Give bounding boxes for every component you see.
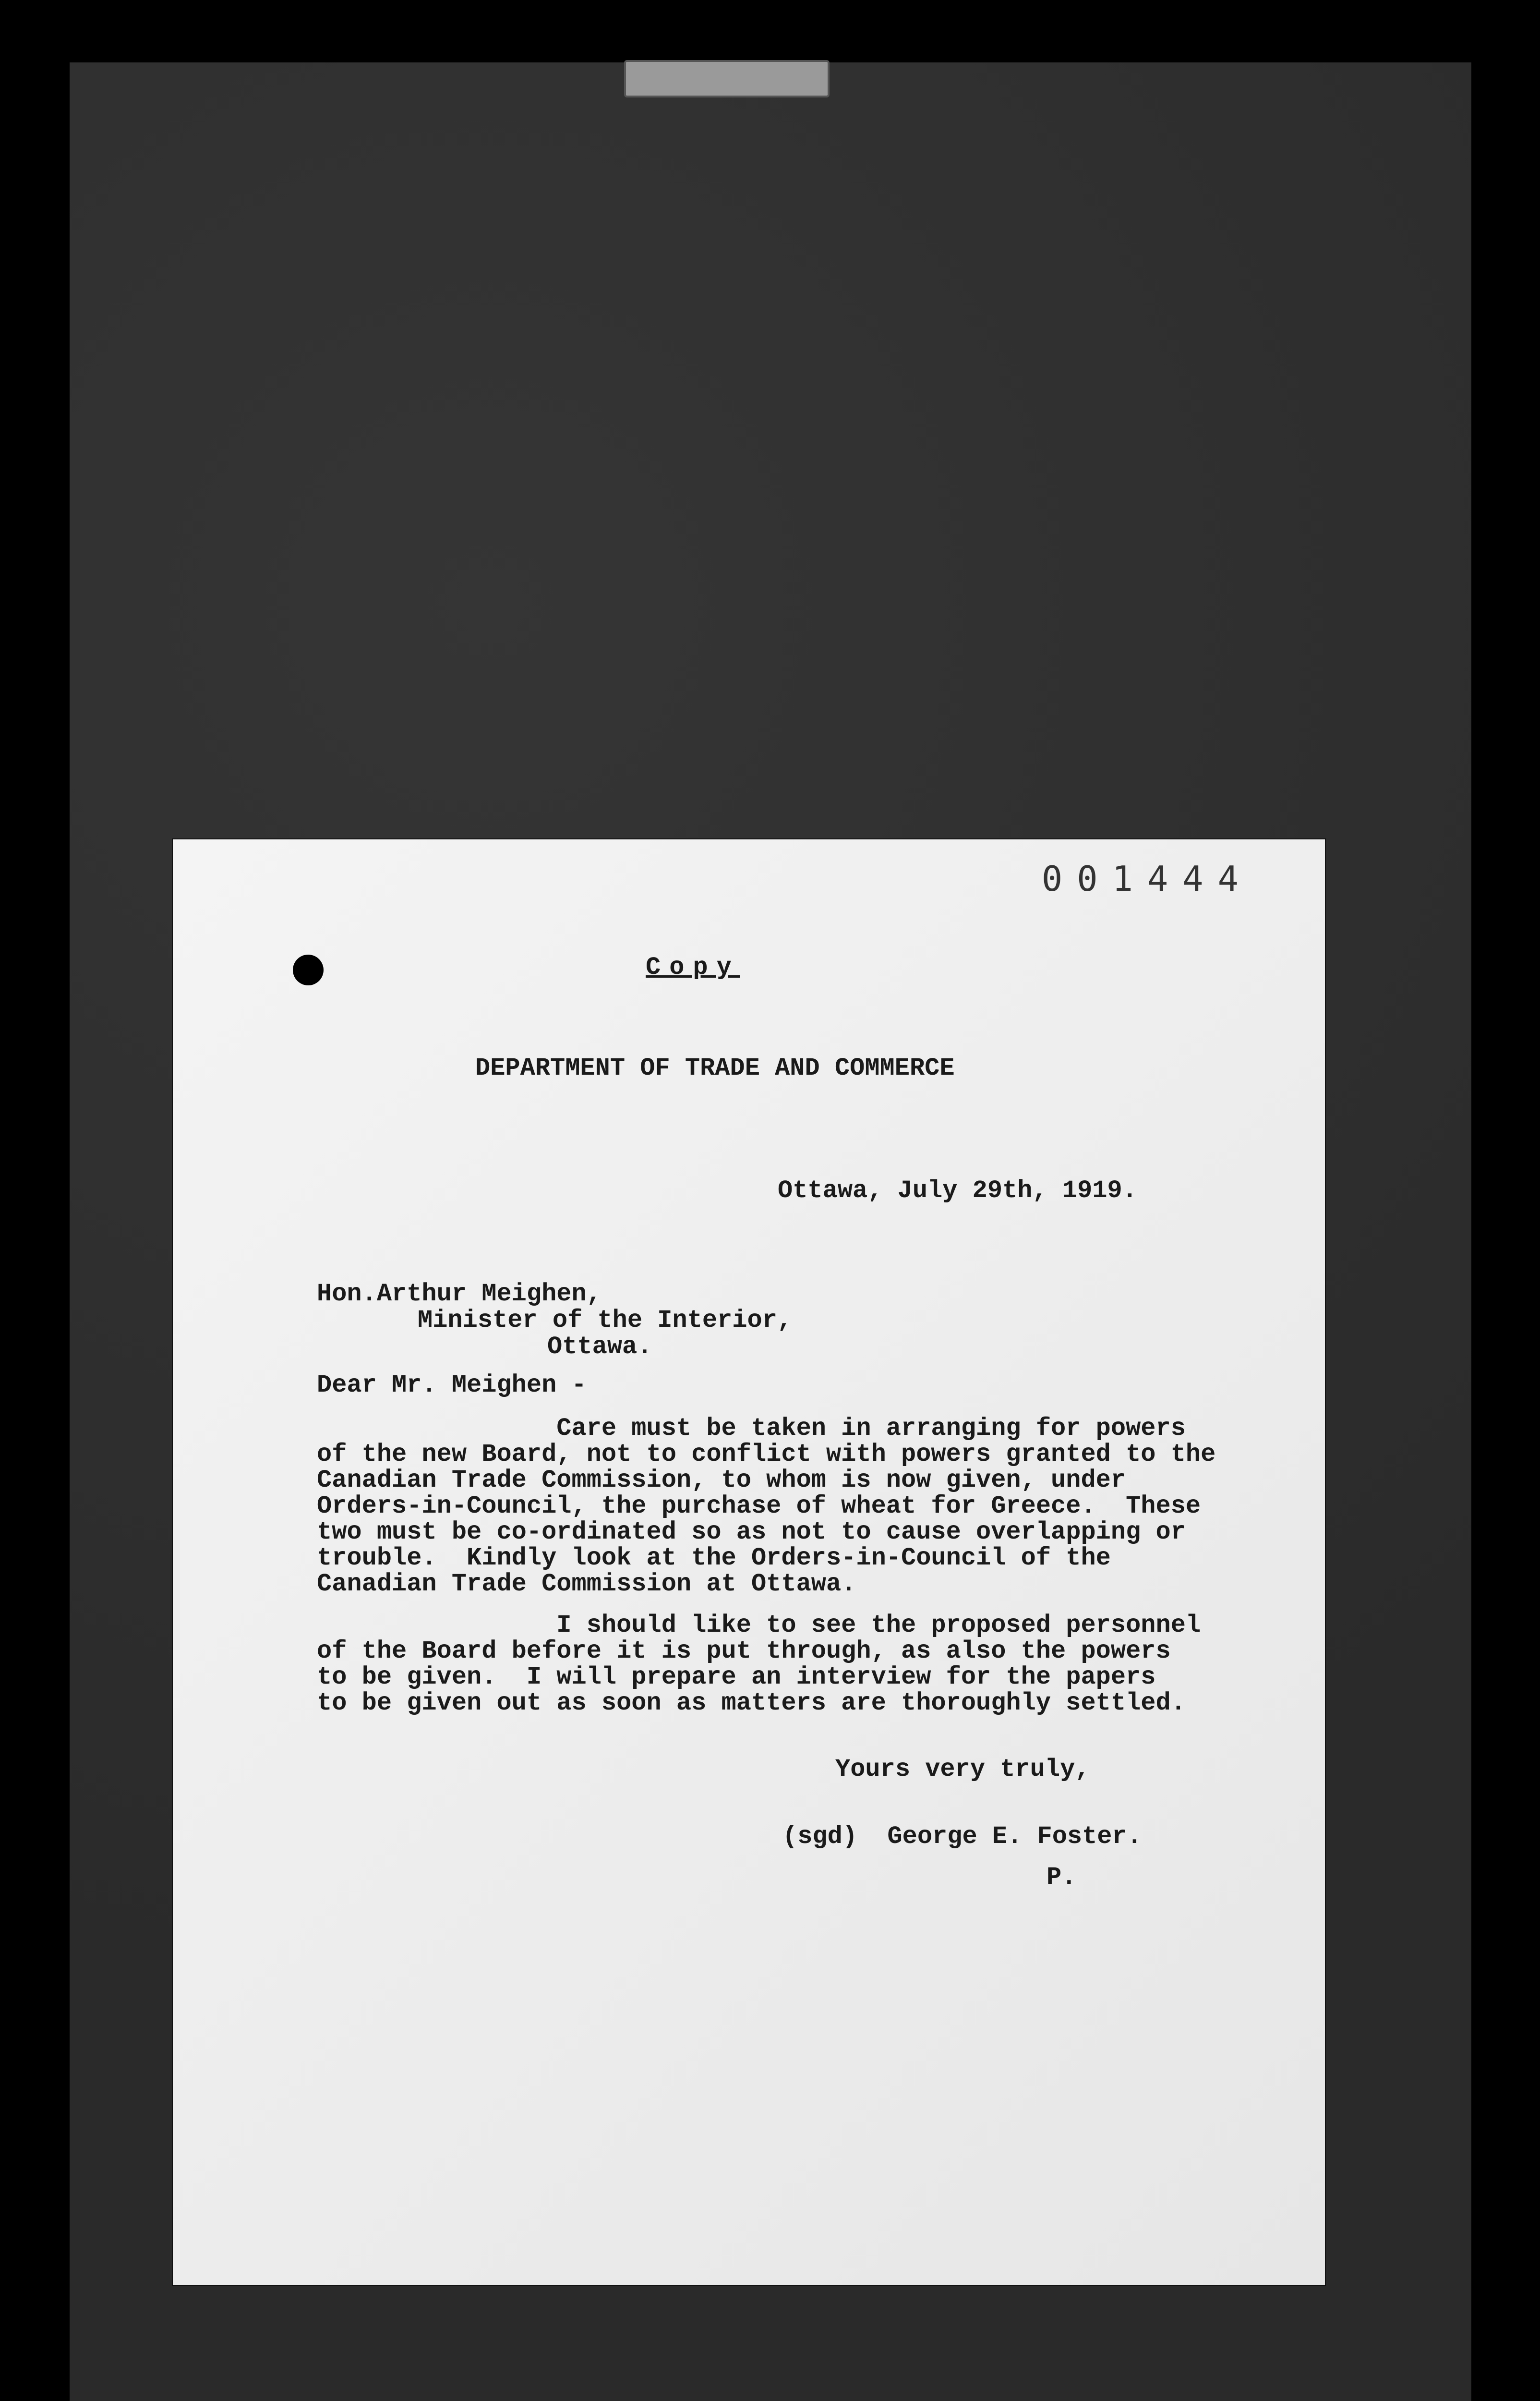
- letter-date: Ottawa, July 29th, 1919.: [778, 1176, 1137, 1205]
- punch-hole: [293, 955, 324, 985]
- signature: (sgd) George E. Foster.: [782, 1822, 1142, 1851]
- document-stamp-number: 001444: [1041, 859, 1253, 899]
- binder-clip: [624, 60, 830, 97]
- body-paragraph-2: I should like to see the proposed personnel of the Board before it is put through, as also the powers to be given. I will prepare an interview for the papers to be given out as soon as matters are thoroughly settled.: [317, 1611, 1201, 1717]
- typist-initial: P.: [1047, 1863, 1077, 1892]
- copy-label: Copy: [646, 953, 740, 982]
- body-paragraph-1: Care must be taken in arranging for powers of the new Board, not to conflict with powers granted to the Canadian Trade Commission, to whom is now given, under Orders-in-Council, the purchase of wheat for Greece. These two must be co-ordinated so as not to cause overlapping or trouble. Kindly look at the Orders-in-Council of the Canadian Trade Commission at Ottawa.: [317, 1414, 1216, 1598]
- salutation: Dear Mr. Meighen -: [317, 1371, 587, 1399]
- addressee-city: Ottawa.: [547, 1333, 652, 1361]
- addressee-name: Hon.Arthur Meighen,: [317, 1280, 602, 1308]
- department-heading: DEPARTMENT OF TRADE AND COMMERCE: [475, 1054, 955, 1082]
- closing: Yours very truly,: [835, 1755, 1090, 1783]
- addressee-title: Minister of the Interior,: [418, 1306, 793, 1334]
- letter-sheet: [173, 839, 1325, 2285]
